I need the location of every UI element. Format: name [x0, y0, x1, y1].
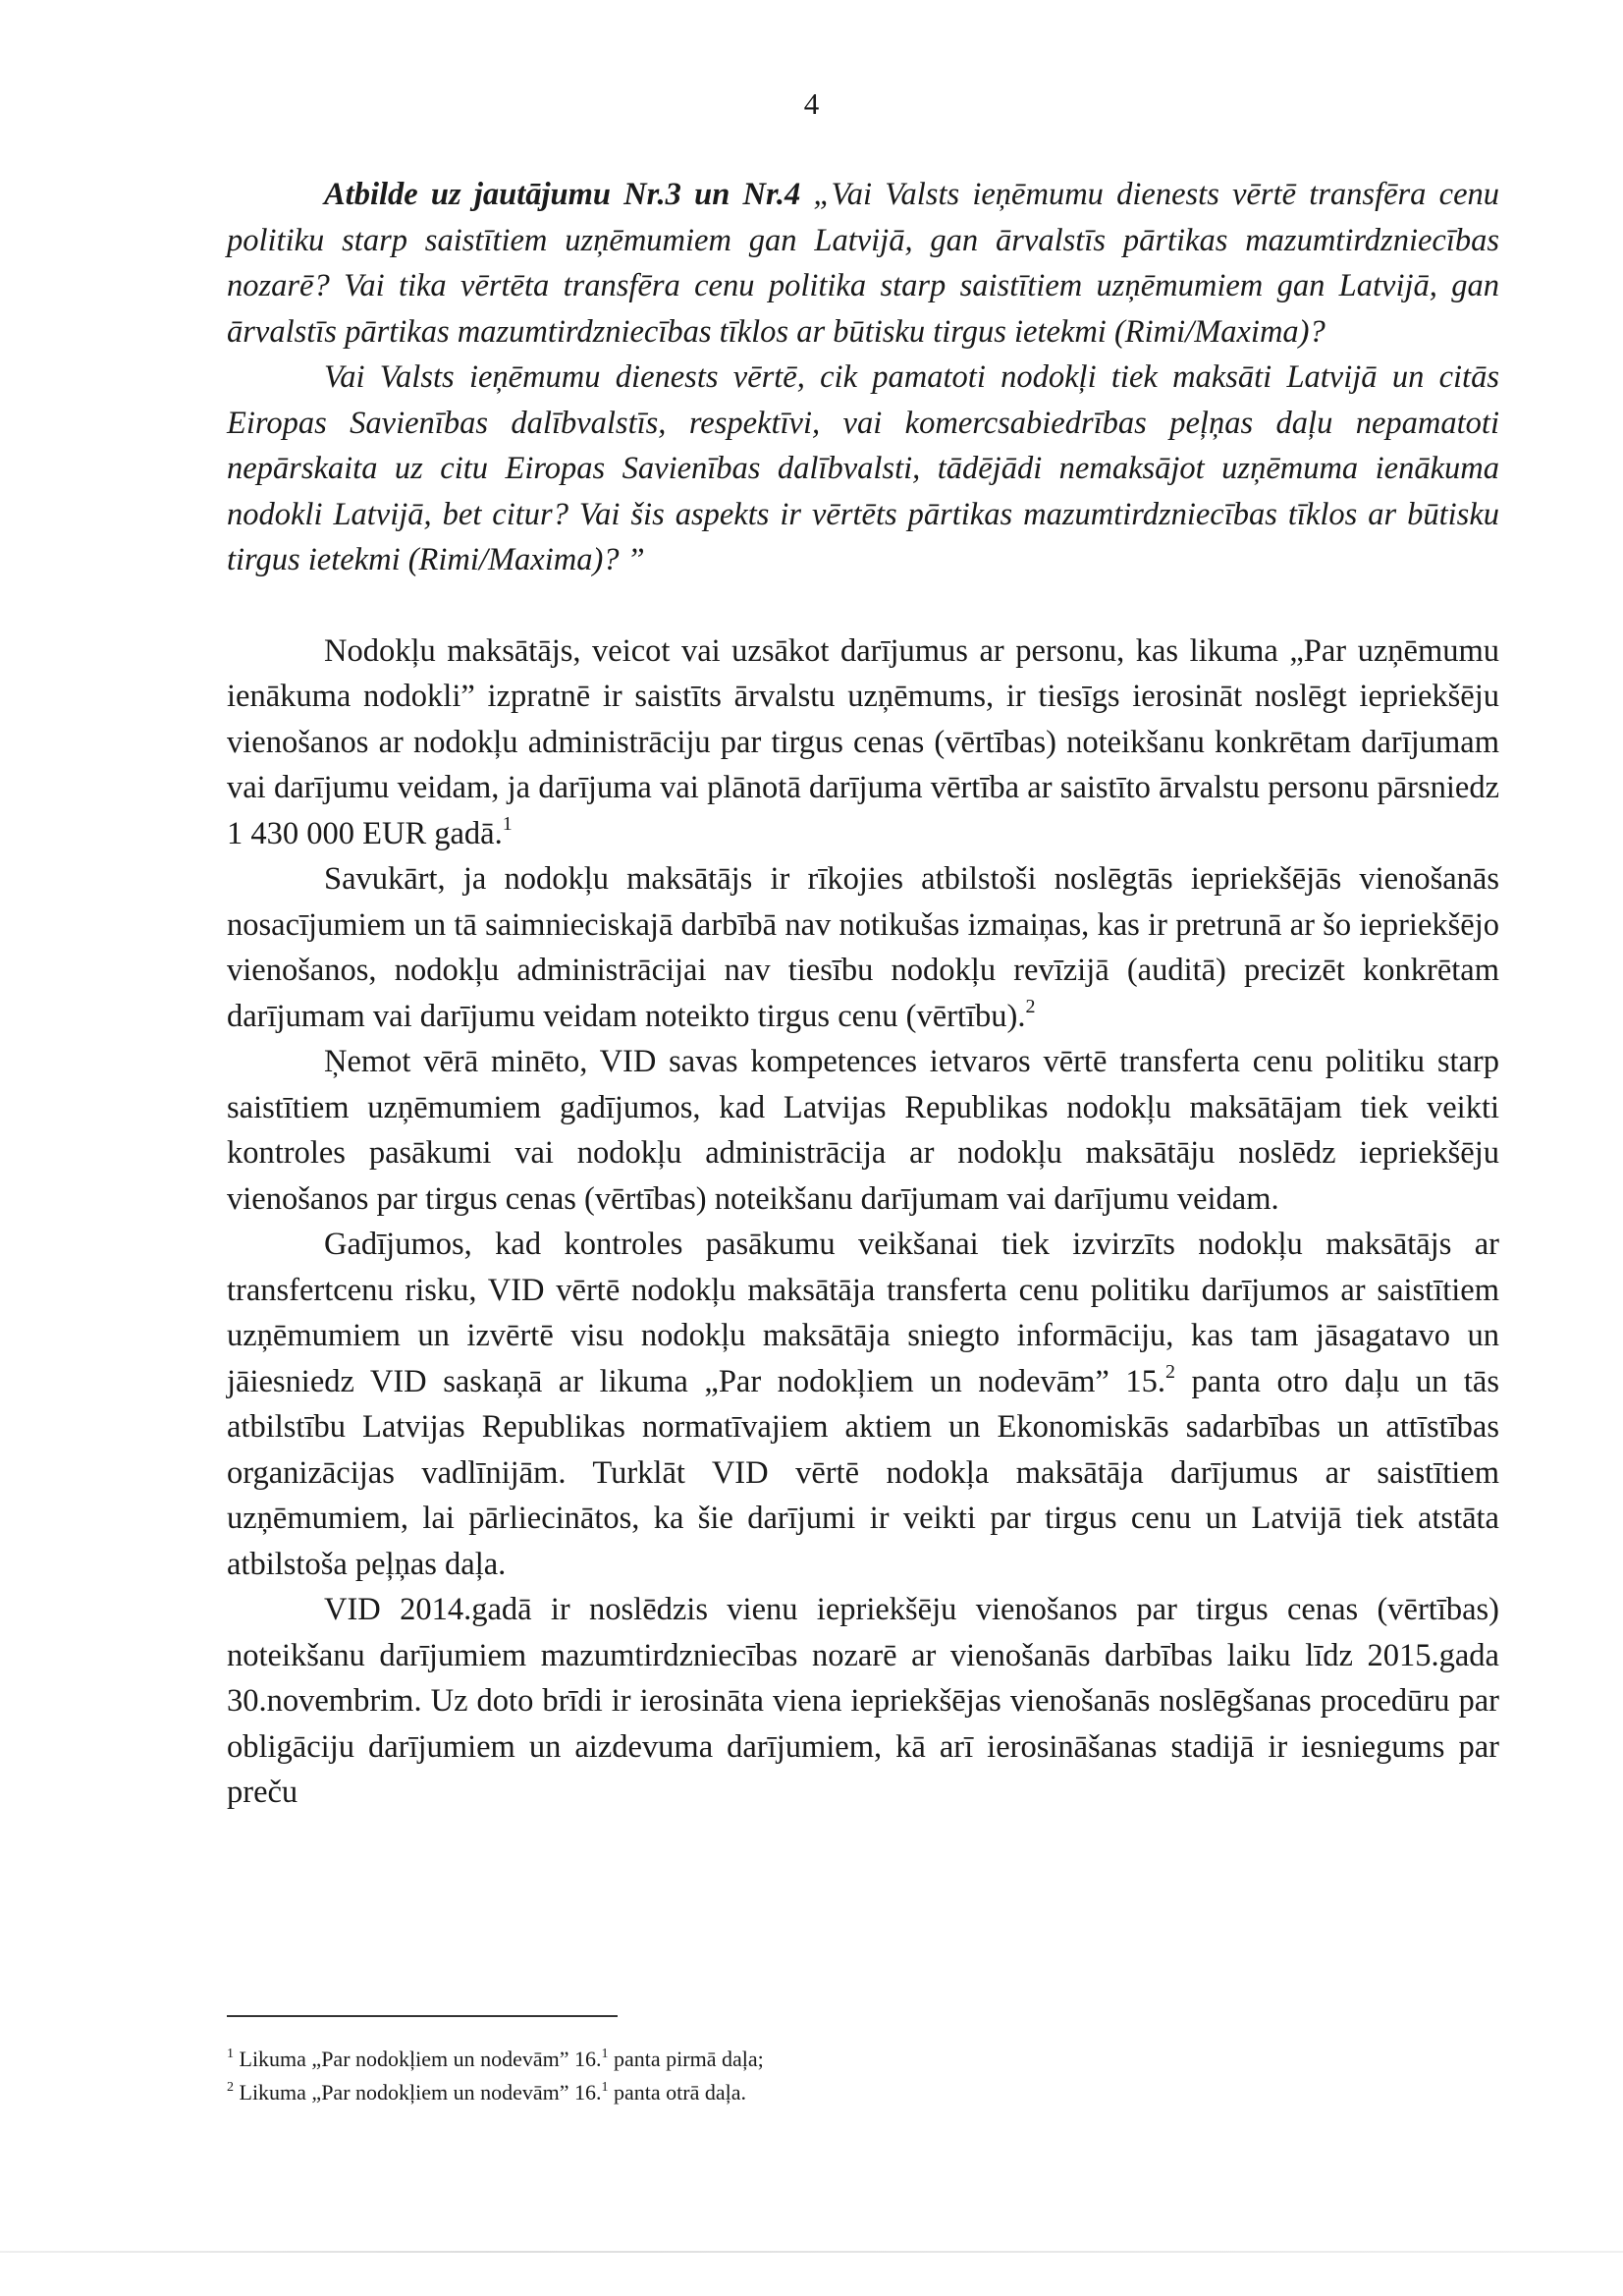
paragraph-5: VID 2014.gadā ir noslēdzis vienu iepriekšēju vienošanos par tirgus cenas (vērtības) noteikšanu darījumiem mazumtirdzniecības nozarē ar vienošanās darbības laiku līdz 2015.gada 30.novembrim. Uz doto brīdi ir ierosināta viena iepriekšējas vienošanās noslēgšanas procedūru par obligāciju darījumiem un aizdevuma darījumiem, kā arī ierosināšanas stadijā ir iesniegums par preču: [227, 1592, 1499, 1810]
question-text-part1: „Vai Valsts ieņēmumu dienests vērtē transfēra cenu politiku starp saistītiem uzņēmumiem gan Latvijā, gan ārvalstīs pārtikas mazumtirdzniecības nozarē? Vai tika vērtēta transfēra cenu politika starp saistītiem uzņēmumiem gan Latvijā, gan ārvalstīs pārtikas mazumtirdzniecības tīklos ar būtisku tirgus ietekmi (Rimi/Maxima)?: [227, 177, 1500, 350]
footnotes: [227, 2043, 1499, 2109]
footnote-ref-2: 2: [1025, 995, 1036, 1017]
footnote-2-number: 2: [227, 2079, 234, 2095]
paragraph-1-text: Nodokļu maksātājs, veicot vai uzsākot darījumus ar personu, kas likuma „Par uzņēmumu ienākuma nodokli” izpratnē ir saistīts ārvalstu uzņēmums, ir tiesīgs ierosināt noslēgt iepriekšēju vienošanos ar nodokļu administrāciju par tirgus cenas (vērtības) noteikšanu konkrētam darījumam vai darījumu veidam, ja darījuma vai plānotā darījuma vērtība ar saistīto ārvalstu personu pārsniedz 1 430 000 EUR gadā.: [227, 632, 1499, 851]
paragraph-2-text: Savukārt, ja nodokļu maksātājs ir rīkojies atbilstoši noslēgtās iepriekšējās vienošanās nosacījumiem un tā saimnieciskajā darbībā nav notikušas izmaiņas, kas ir pretrunā ar šo iepriekšējo vienošanos, nodokļu administrācijai nav tiesību nodokļu revīzijā (auditā) precizēt konkrētam darījumam vai darījumu veidam noteikto tirgus cenu (vērtību).: [227, 861, 1499, 1034]
footnote-1: [227, 2043, 1499, 2076]
scan-edge-artifact: [0, 2251, 1623, 2253]
footnote-1-number: 1: [227, 2046, 234, 2061]
footnote-1-text-a: Likuma „Par nodokļiem un nodevām” 16.: [234, 2047, 602, 2071]
page-number: 4: [803, 86, 820, 121]
footnote-2-superscript: 1: [601, 2079, 609, 2095]
footnote-ref-1: 1: [502, 812, 513, 835]
document-body: [227, 172, 1499, 1816]
footnote-1-superscript: 1: [601, 2046, 609, 2061]
footnote-2-text-a: Likuma „Par nodokļiem un nodevām” 16.: [234, 2080, 602, 2105]
paragraph-4-text-b: panta otro daļu un tās atbilstību Latvijas Republikas normatīvajiem aktiem un Ekonomiskās sadarbības un attīstības organizācijas vadlīnijām. Turklāt VID vērtē nodokļa maksātāja darījumus ar saistītiem uzņēmumiem, lai pārliecinātos, ka šie darījumi ir veikti par tirgus cenu un Latvijā tiek atstāta atbilstoša peļņas daļa.: [227, 1363, 1499, 1582]
paragraph-2: [227, 856, 1499, 1039]
footnote-2: [227, 2076, 1499, 2109]
footnote-divider: [227, 2015, 618, 2017]
question-text-part2: Vai Valsts ieņēmumu dienests vērtē, cik pamatoti nodokļi tiek maksāti Latvijā un citās Eiropas Savienības dalībvalstīs, respektīvi, vai komercsabiedrības peļņas daļu nepamatoti nepārskaita uz citu Eiropas Savienības dalībvalsti, tādējādi nemaksājot uzņēmuma ienākuma nodokli Latvijā, bet citur? Vai šis aspekts ir vērtēts pārtikas mazumtirdzniecības tīklos ar būtisku tirgus ietekmi (Rimi/Maxima)? ”: [227, 359, 1499, 577]
question-heading: [227, 172, 1499, 355]
paragraph-1: [227, 629, 1499, 857]
footnote-1-text-b: panta pirmā daļa;: [608, 2047, 764, 2071]
paragraph-4-superscript: 2: [1165, 1360, 1175, 1383]
paragraph-3: Ņemot vērā minēto, VID savas kompetences ietvaros vērtē transferta cenu politiku starp saistītiem uzņēmumiem gadījumos, kad Latvijas Republikas nodokļu maksātājam tiek veikti kontroles pasākumi vai nodokļu administrācija ar nodokļu maksātāju noslēdz iepriekšēju vienošanos par tirgus cenas (vērtības) noteikšanu darījumam vai darījumu veidam.: [227, 1044, 1499, 1217]
answer-label: Atbilde uz jautājumu Nr.3 un Nr.4: [324, 177, 801, 212]
paragraph-4-text-a: Gadījumos, kad kontroles pasākumu veikšanai tiek izvirzīts nodokļu maksātājs ar transfertcenu risku, VID vērtē nodokļu maksātāja transferta cenu politiku darījumos ar saistītiem uzņēmumiem un izvērtē visu nodokļu maksātāja sniegto informāciju, kas tam jāsagatavo un jāiesniedz VID saskaņā ar likuma „Par nodokļiem un nodevām” 15.: [227, 1227, 1499, 1399]
footnote-2-text-b: panta otrā daļa.: [608, 2080, 747, 2105]
paragraph-4: [227, 1222, 1499, 1587]
